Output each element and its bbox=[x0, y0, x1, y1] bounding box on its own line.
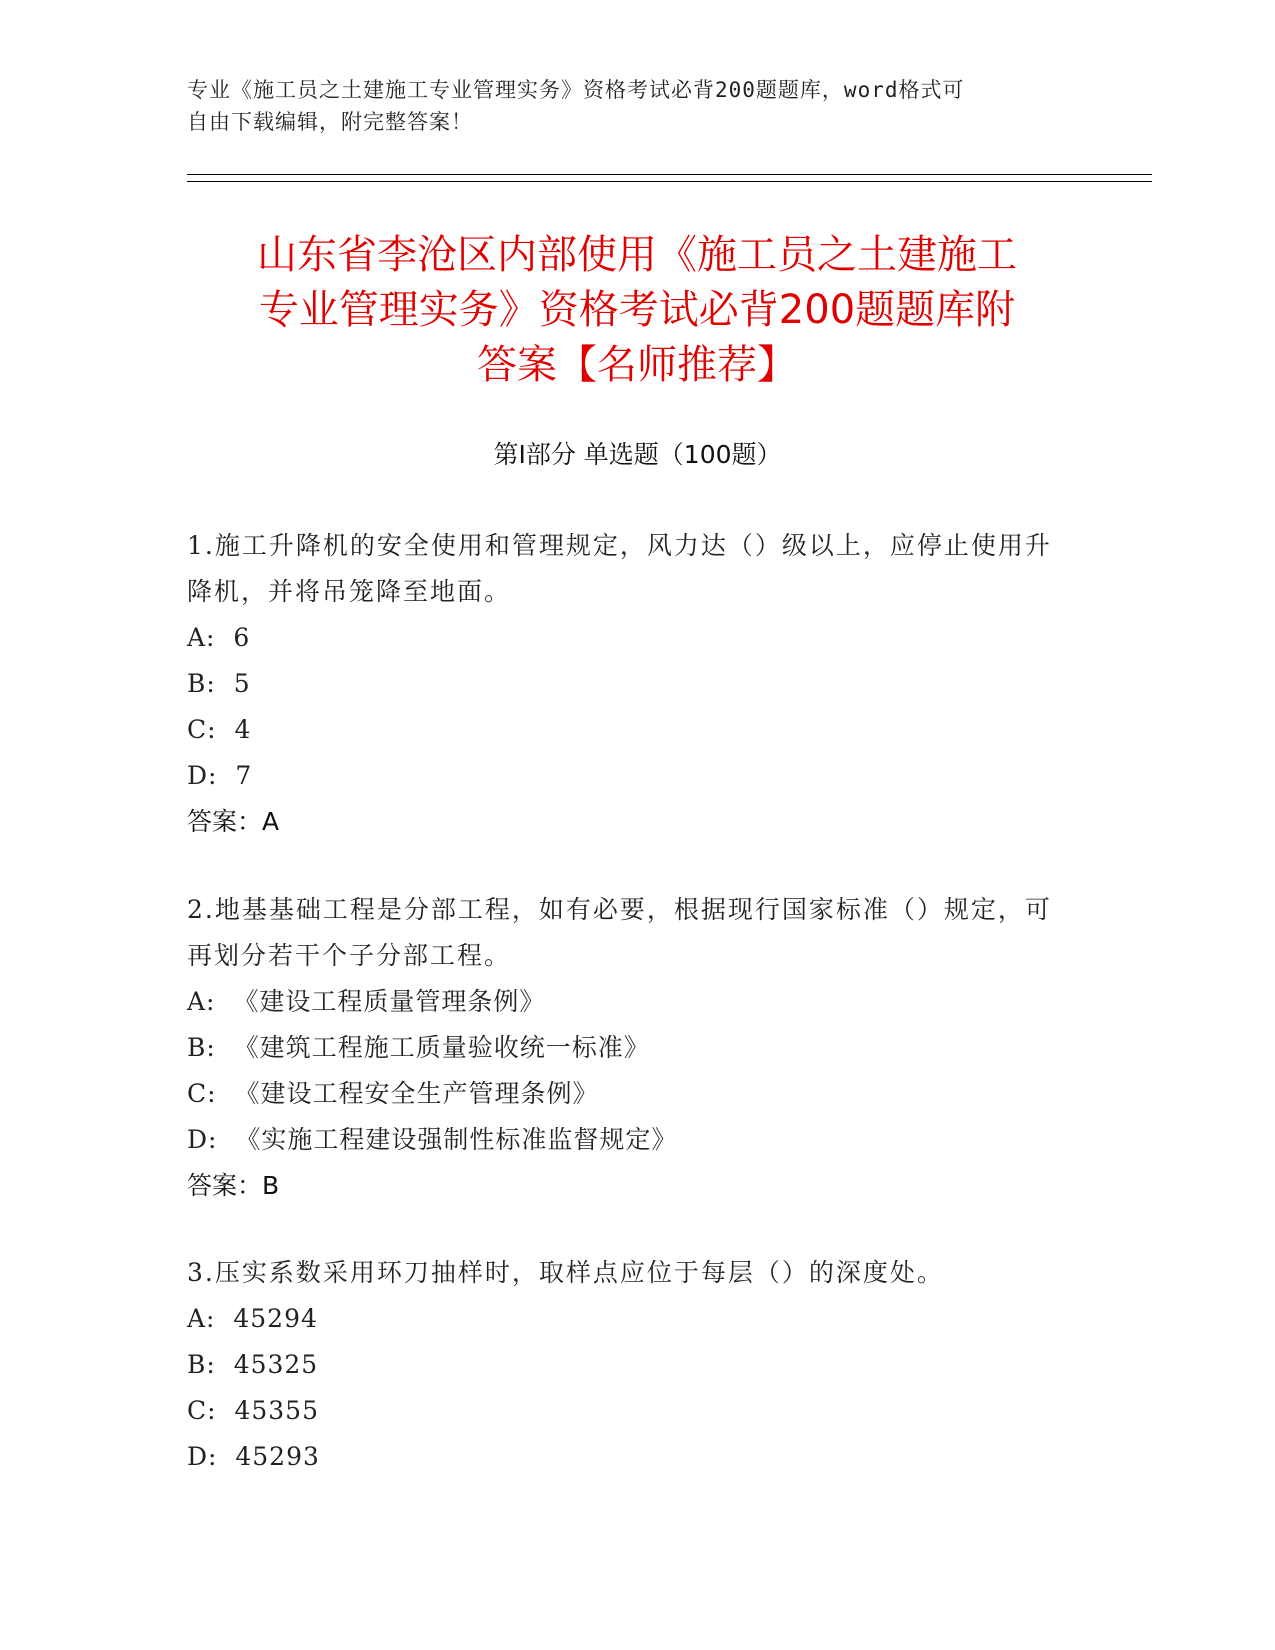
option-b: B: 5 bbox=[187, 669, 251, 698]
question-item bbox=[187, 1250, 1067, 1480]
title-line-3: 答案【名师推荐】 bbox=[477, 342, 797, 388]
option-a: A: 45294 bbox=[187, 1304, 318, 1333]
header-line-1: 专业《施工员之土建施工专业管理实务》资格考试必背200题题库，word格式可 bbox=[187, 78, 965, 102]
option-c: C: 4 bbox=[187, 715, 252, 744]
option-a: A: 《建设工程质量管理条例》 bbox=[187, 987, 546, 1016]
question-answer: 答案：B bbox=[187, 1171, 280, 1200]
title-line-1: 山东省李沧区内部使用《施工员之土建施工 bbox=[257, 232, 1017, 278]
option-a: A: 6 bbox=[187, 623, 251, 652]
document-header bbox=[187, 74, 1067, 138]
question-stem: 1.施工升降机的安全使用和管理规定，风力达（）级以上，应停止使用升降机，并将吊笼降至地面。 bbox=[187, 531, 1052, 606]
option-d: D: 7 bbox=[187, 761, 253, 790]
option-b: B: 《建筑工程施工质量验收统一标准》 bbox=[187, 1033, 650, 1062]
question-item bbox=[187, 887, 1067, 1209]
question-answer: 答案：A bbox=[187, 807, 280, 836]
question-stem: 2.地基基础工程是分部工程，如有必要，根据现行国家标准（）规定，可再划分若干个子分部工程。 bbox=[187, 895, 1052, 970]
option-d: D: 《实施工程建设强制性标准监督规定》 bbox=[187, 1125, 678, 1154]
option-c: C: 45355 bbox=[187, 1396, 319, 1425]
option-b: B: 45325 bbox=[187, 1350, 319, 1379]
question-stem: 3.压实系数采用环刀抽样时，取样点应位于每层（）的深度处。 bbox=[187, 1258, 944, 1287]
option-d: D: 45293 bbox=[187, 1442, 320, 1471]
header-divider-bottom bbox=[187, 181, 1152, 182]
header-line-2: 自由下载编辑，附完整答案！ bbox=[187, 110, 473, 134]
document-title bbox=[187, 228, 1087, 393]
section-heading: 第Ⅰ部分 单选题（100题） bbox=[493, 440, 782, 469]
option-c: C: 《建设工程安全生产管理条例》 bbox=[187, 1079, 599, 1108]
header-divider-top bbox=[187, 174, 1152, 175]
title-line-2: 专业管理实务》资格考试必背200题题库附 bbox=[258, 287, 1016, 333]
question-item bbox=[187, 523, 1067, 845]
